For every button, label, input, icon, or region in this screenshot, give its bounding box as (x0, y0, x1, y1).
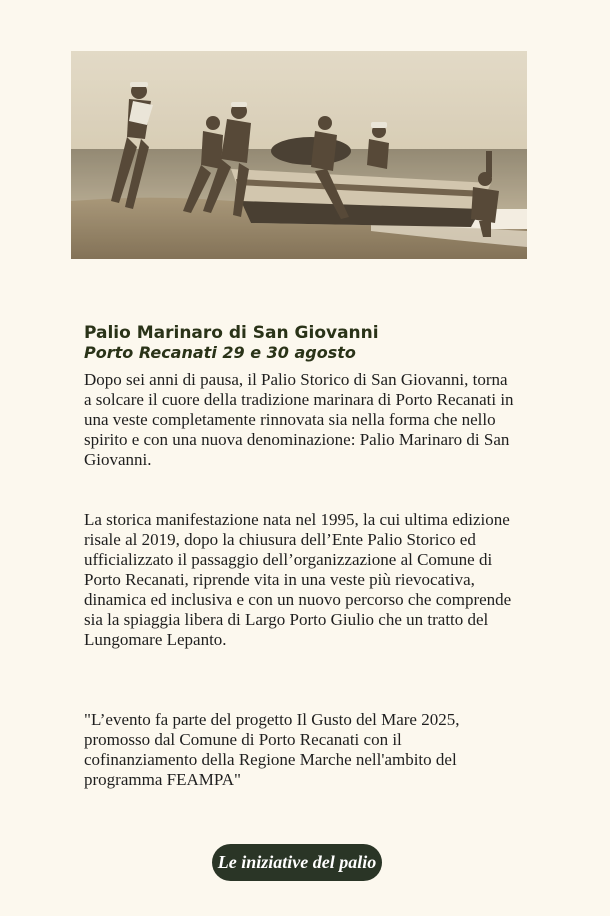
hero-photo (71, 51, 527, 259)
palio-initiatives-button[interactable]: Le iniziative del palio (212, 844, 382, 881)
article-paragraph-3: "L’evento fa parte del progetto Il Gusto del Mare 2025, promosso dal Comune di Porto Recanati con il cofinanziamento della Regione Marche nell'ambito del programma FEAMPA" (84, 710, 460, 789)
article-header (84, 323, 524, 363)
article-paragraph-2: La storica manifestazione nata nel 1995, la cui ultima edizione risale al 2019, dopo la chiusura dell’Ente Palio Storico ed ufficializzato il passaggio dell’organizzazione al Comune di Porto Recanati, riprende vita in una veste più rievocativa, dinamica ed inclusiva e con un nuovo percorso che comprende sia la spiaggia libera di Largo Porto Giulio che un tratto del Lungomare Lepanto. (84, 510, 512, 649)
article-title: Palio Marinaro di San Giovanni (84, 323, 379, 343)
article-paragraph-1: Dopo sei anni di pausa, il Palio Storico di San Giovanni, torna a solcare il cuore della tradizione marinara di Porto Recanati in una veste completamente rinnovata sia nella forma che nello spirito e con una nuova denominazione: Palio Marinaro di San Giovanni. (84, 370, 514, 469)
article-subtitle: Porto Recanati 29 e 30 agosto (84, 343, 356, 362)
fishermen-boat-photo (71, 51, 527, 259)
